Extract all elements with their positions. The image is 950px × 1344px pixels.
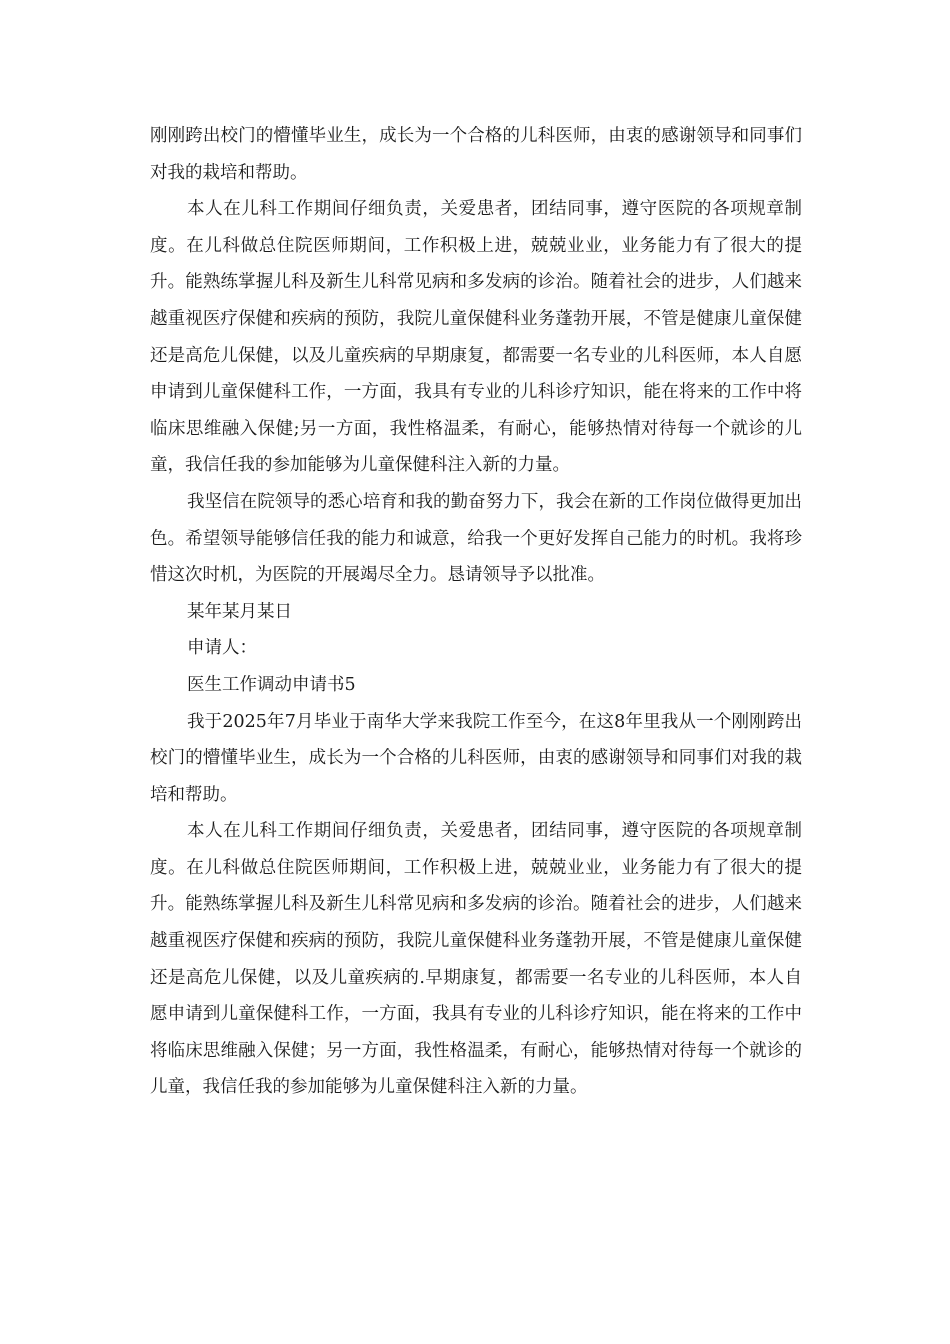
document-page bbox=[150, 118, 802, 1106]
applicant-line: 申请人： bbox=[187, 638, 257, 659]
date-line: 某年某月某日 bbox=[187, 601, 292, 622]
section-title: 医生工作调动申请书5 bbox=[187, 674, 356, 695]
paragraph-introduction: 我于2025年7月毕业于南华大学来我院工作至今，在这8年里我从一个刚刚跨出校门的懵懂毕业生，成长为一个合格的儿科医师，由衷的感谢领导和同事们对我的栽培和帮助。 bbox=[150, 711, 802, 805]
paragraph-work-performance-2: 本人在儿科工作期间仔细负责，关爱患者，团结同事，遵守医院的各项规章制度。在儿科做总住院医师期间，工作积极上进，兢兢业业，业务能力有了很大的提升。能熟练掌握儿科及新生儿科常见病和多发病的诊治。随着社会的进步，人们越来越重视医疗保健和疾病的预防，我院儿童保健科业务蓬勃开展，不管是健康儿童保健还是高危儿保健，以及儿童疾病的.早期康复，都需要一名专业的儿科医师，本人自愿申请到儿童保健科工作，一方面，我具有专业的儿科诊疗知识，能在将来的工作中将临床思维融入保健；另一方面，我性格温柔，有耐心，能够热情对待每一个就诊的儿童，我信任我的参加能够为儿童保健科注入新的力量。 bbox=[150, 821, 802, 1098]
paragraph-continuation: 刚刚跨出校门的懵懂毕业生，成长为一个合格的儿科医师，由衷的感谢领导和同事们对我的栽培和帮助。 bbox=[150, 126, 802, 183]
paragraph-closing-request: 我坚信在院领导的悉心培育和我的勤奋努力下，我会在新的工作岗位做得更加出色。希望领导能够信任我的能力和诚意，给我一个更好发挥自己能力的时机。我将珍惜这次时机，为医院的开展竭尽全力。恳请领导予以批准。 bbox=[150, 491, 802, 586]
paragraph-work-performance: 本人在儿科工作期间仔细负责，关爱患者，团结同事，遵守医院的各项规章制度。在儿科做总住院医师期间，工作积极上进，兢兢业业，业务能力有了很大的提升。能熟练掌握儿科及新生儿科常见病和多发病的诊治。随着社会的进步，人们越来越重视医疗保健和疾病的预防，我院儿童保健科业务蓬勃开展，不管是健康儿童保健还是高危儿保健，以及儿童疾病的早期康复，都需要一名专业的儿科医师，本人自愿申请到儿童保健科工作，一方面，我具有专业的儿科诊疗知识，能在将来的工作中将临床思维融入保健;另一方面，我性格温柔，有耐心，能够热情对待每一个就诊的儿童，我信任我的参加能够为儿童保健科注入新的力量。 bbox=[150, 199, 802, 476]
